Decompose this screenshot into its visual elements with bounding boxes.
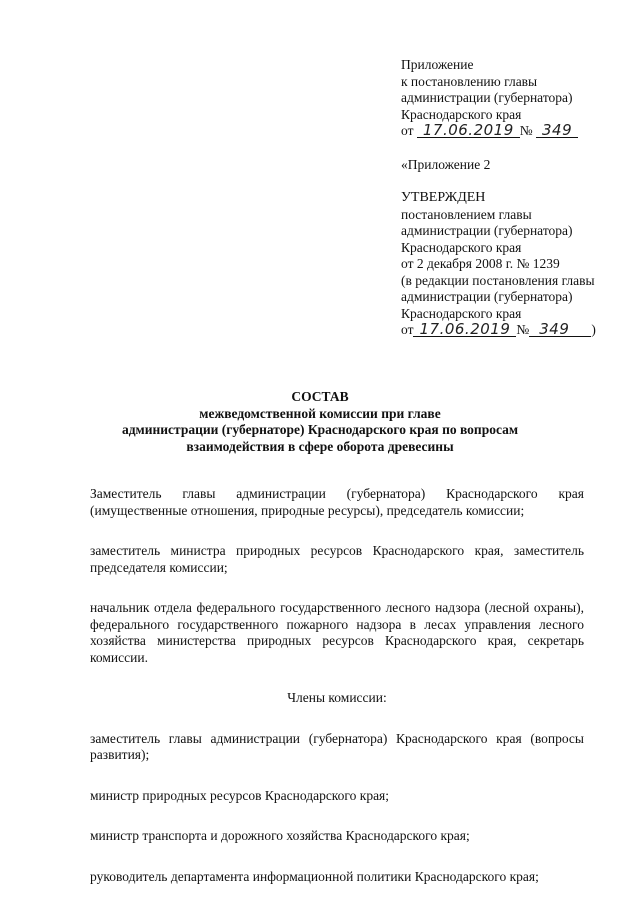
appendix-date-line bbox=[401, 123, 631, 140]
number-label: № bbox=[516, 322, 530, 337]
close-paren: ) bbox=[591, 322, 596, 337]
approved-line: Краснодарского края bbox=[401, 239, 522, 255]
title-line: взаимодействия в сфере оборота древесины bbox=[186, 438, 454, 454]
handwritten-number: 349 bbox=[536, 123, 578, 138]
member-item: заместитель главы администрации (губернатора) Краснодарского края (вопросы развития); bbox=[90, 730, 584, 762]
date-prefix: от bbox=[401, 322, 414, 337]
approved-line: Краснодарского края bbox=[401, 305, 522, 321]
member-item: министр природных ресурсов Краснодарского края; bbox=[90, 787, 390, 803]
members-heading: Члены комиссии: bbox=[287, 690, 387, 705]
chairman-paragraph: Заместитель главы администрации (губернатора) Краснодарского края (имущественные отношения, природные ресурсы), председатель комиссии; bbox=[90, 486, 584, 518]
handwritten-date: 17.06.2019 bbox=[413, 322, 516, 337]
handwritten-date: 17.06.2019 bbox=[417, 123, 520, 138]
title-line: администрации (губернаторе) Краснодарского края по вопросам bbox=[121, 422, 519, 437]
appendix-2-label: «Приложение 2 bbox=[401, 156, 491, 172]
approved-line: администрации (губернатора) bbox=[401, 289, 573, 304]
document-title bbox=[120, 389, 520, 455]
title-line: межведомственной комиссии при главе bbox=[199, 405, 441, 421]
approved-line: (в редакции постановления главы bbox=[401, 272, 595, 288]
deputy-chairman-paragraph: заместитель министра природных ресурсов Краснодарского края, заместитель председателя комиссии; bbox=[90, 543, 584, 575]
secretary-paragraph: начальник отдела федерального государственного лесного надзора (лесной охраны), федерального государственного пожарного надзора в лесах управления лесного хозяйства министерства природных ресурсов Краснодарского края, секретарь комиссии. bbox=[90, 600, 584, 665]
appendix-line: администрации (губернатора) bbox=[401, 90, 573, 105]
document-body bbox=[90, 486, 584, 885]
approved-date-line bbox=[401, 322, 631, 339]
member-item: руководитель департамента информационной политики Краснодарского края; bbox=[90, 868, 539, 884]
approved-line: администрации (губернатора) bbox=[401, 223, 573, 238]
appendix-line: к постановлению главы bbox=[401, 73, 538, 89]
appendix-block bbox=[401, 57, 631, 339]
appendix-line: Краснодарского края bbox=[401, 106, 522, 122]
appendix-line: Приложение bbox=[401, 57, 474, 72]
date-prefix: от bbox=[401, 123, 414, 138]
approved-line: от 2 декабря 2008 г. № 1239 bbox=[401, 256, 560, 271]
approved-line: постановлением главы bbox=[401, 206, 532, 222]
approved-heading: УТВЕРЖДЕН bbox=[401, 190, 486, 205]
handwritten-number: 349 bbox=[529, 322, 591, 337]
number-label: № bbox=[519, 123, 533, 138]
title-line: СОСТАВ bbox=[291, 389, 349, 404]
member-item: министр транспорта и дорожного хозяйства Краснодарского края; bbox=[90, 828, 470, 843]
